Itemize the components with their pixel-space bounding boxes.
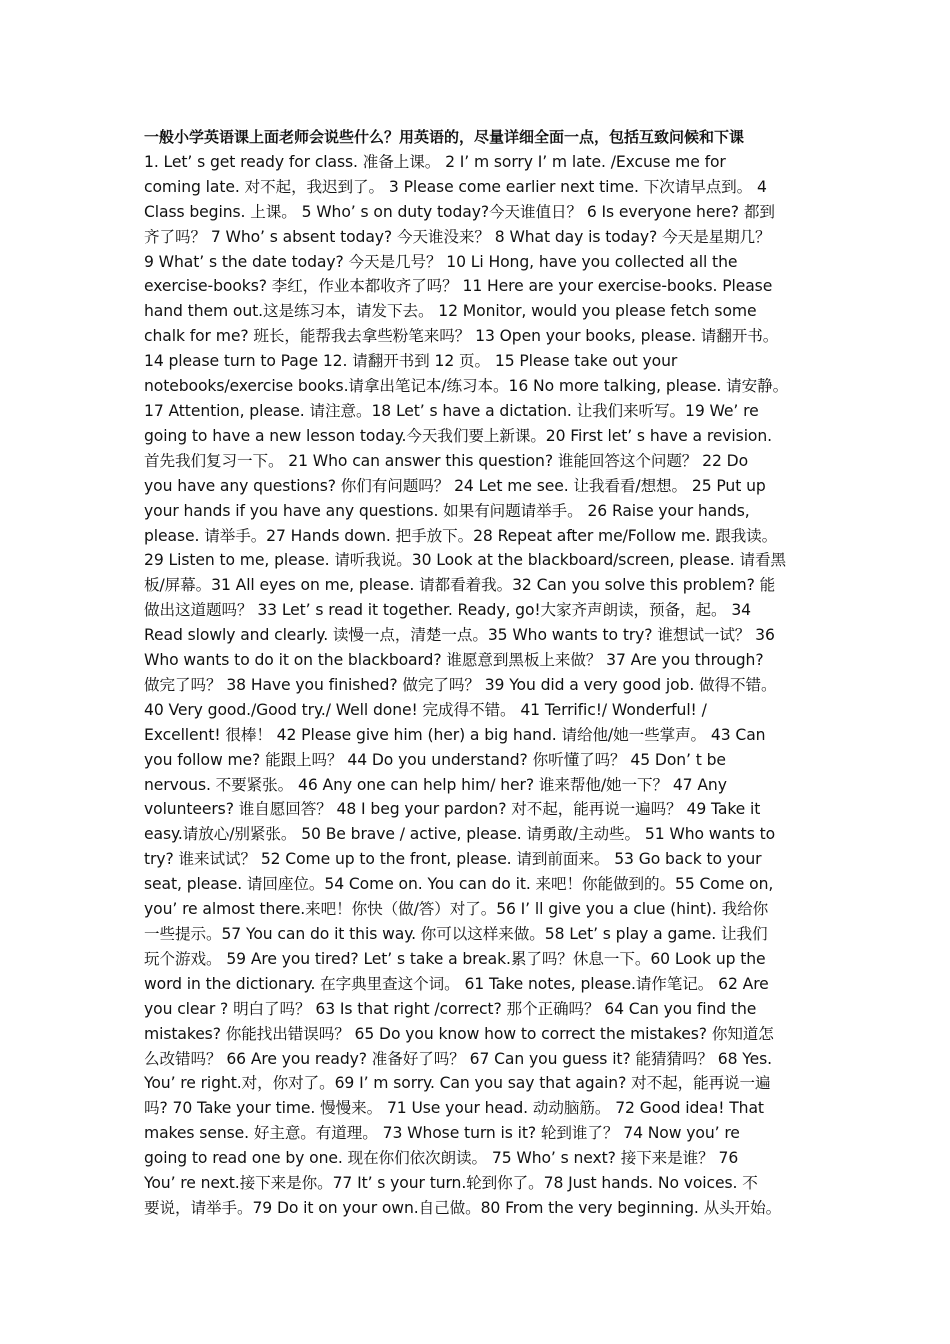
text-line: mistakes? 你能找出错误吗？ 65 Do you know how to correct the mistakes? 你知道怎 [144, 1024, 774, 1043]
text-line: word in the dictionary. 在字典里查这个词。 61 Take notes, please.请作笔记。 62 Are [144, 974, 769, 993]
text-line: 齐了吗？ 7 Who’ s absent today? 今天谁没来？ 8 What day is today? 今天是星期几？ [144, 227, 771, 246]
text-line: 首先我们复习一下。 21 Who can answer this question? 谁能回答这个问题？ 22 Do [144, 451, 749, 470]
text-line: 做完了吗？ 38 Have you finished? 做完了吗？ 39 You did a very good job. 做得不错。 [144, 675, 777, 694]
text-line: 吗? 70 Take your time. 慢慢来。 71 Use your head. 动动脑筋。 72 Good idea! That [144, 1099, 764, 1118]
text-line: easy.请放心/别紧张。 50 Be brave / active, please. 请勇敢/主动些。 51 Who wants to [144, 825, 776, 844]
text-line: you clear ? 明白了吗？ 63 Is that right /correct? 那个正确吗？ 64 Can you find the [144, 999, 757, 1018]
text-line: 1. Let’ s get ready for class. 准备上课。 2 I’ m sorry I’ m late. /Excuse me for [144, 152, 726, 171]
text-line: nervous. 不要紧张。 46 Any one can help him/ her? 谁来帮他/她一下？ 47 Any [144, 775, 727, 794]
text-line: 一些提示。57 You can do it this way. 你可以这样来做。58 Let’ s play a game. 让我们 [144, 925, 768, 943]
text-line: 17 Attention, please. 请注意。18 Let’ s have a dictation. 让我们来听写。19 We’ re [144, 401, 759, 420]
text-line: hand them out.这是练习本，请发下去。 12 Monitor, would you please fetch some [144, 302, 757, 321]
text-line: 要说，请举手。79 Do it on your own.自己做。80 From the very beginning. 从头开始。 [144, 1198, 782, 1217]
text-line: Read slowly and clearly. 读慢一点，清楚一点。35 Who wants to try? 谁想试一试？ 36 [144, 626, 775, 645]
text-line: You’ re next.接下来是你。77 It’ s your turn.轮到你了。78 Just hands. No voices. 不 [144, 1174, 758, 1193]
text-line: you follow me? 能跟上吗？ 44 Do you understand? 你听懂了吗？ 45 Don’ t be [144, 750, 726, 769]
text-line: you’ re almost there.来吧！你快（做/答）对了。56 I’ ll give you a clue (hint). 我给你 [144, 900, 769, 919]
text-line: going to read one by one. 现在你们依次朗读。 75 Who’ s next? 接下来是谁？ 76 [144, 1149, 739, 1168]
document-title: 一般小学英语课上面老师会说些什么？用英语的，尽量详细全面一点，包括互致问候和下课 [144, 128, 745, 146]
text-line: try? 谁来试试？ 52 Come up to the front, please. 请到前面来。 53 Go back to your [144, 850, 762, 869]
text-line: please. 请举手。27 Hands down. 把手放下。28 Repeat after me/Follow me. 跟我读。 [144, 526, 778, 545]
text-line: notebooks/exercise books.请拿出笔记本/练习本。16 No more talking, please. 请安静。 [144, 377, 789, 396]
text-line: 29 Listen to me, please. 请听我说。30 Look at the blackboard/screen, please. 请看黑 [144, 551, 786, 570]
text-line: 40 Very good./Good try./ Well done! 完成得不错。 41 Terrific!/ Wonderful! / [144, 700, 707, 719]
text-line: You’ re right.对，你对了。69 I’ m sorry. Can you say that again? 对不起，能再说一遍 [144, 1074, 771, 1093]
text-line: 做出这道题吗？ 33 Let’ s read it together. Ready, go!大家齐声朗读，预备，起。 34 [144, 601, 751, 620]
text-line: 板/屏幕。31 All eyes on me, please. 请都看着我。32 Can you solve this problem? 能 [144, 576, 776, 595]
text-line: 9 What’ s the date today? 今天是几号？ 10 Li Hong, have you collected all the [144, 252, 738, 271]
text-line: Class begins. 上课。 5 Who’ s on duty today?今天谁值日？ 6 Is everyone here? 都到 [144, 202, 775, 221]
text-line: going to have a new lesson today.今天我们要上新课。20 First let’ s have a revision. [144, 426, 773, 445]
text-line: Excellent! 很棒！ 42 Please give him (her) a big hand. 请给他/她一些掌声。 43 Can [144, 725, 766, 744]
document-text [144, 150, 809, 1221]
text-line: 玩个游戏。 59 Are you tired? Let’ s take a break.累了吗？休息一下。60 Look up the [144, 949, 766, 968]
text-line: chalk for me? 班长，能帮我去拿些粉笔来吗？ 13 Open your books, please. 请翻开书。 [144, 327, 779, 346]
text-line: seat, please. 请回座位。54 Come on. You can do it. 来吧！你能做到的。55 Come on, [144, 875, 774, 894]
text-line: your hands if you have any questions. 如果有问题请举手。 26 Raise your hands, [144, 501, 750, 520]
text-line: you have any questions? 你们有问题吗？ 24 Let me see. 让我看看/想想。 25 Put up [144, 476, 766, 495]
text-line: makes sense. 好主意。有道理。 73 Whose turn is it? 轮到谁了？ 74 Now you’ re [144, 1124, 740, 1143]
text-line: Who wants to do it on the blackboard? 谁愿意到黑板上来做？ 37 Are you through? [144, 651, 764, 670]
text-line: 14 please turn to Page 12. 请翻开书到 12 页。 15 Please take out your [144, 352, 678, 371]
text-line: coming late. 对不起，我迟到了。 3 Please come earlier next time. 下次请早点到。 4 [144, 177, 767, 196]
document-body [144, 125, 809, 1221]
text-line: 么改错吗？ 66 Are you ready? 准备好了吗？ 67 Can you guess it? 能猜猜吗？ 68 Yes. [144, 1049, 773, 1068]
text-line: volunteers? 谁自愿回答？ 48 I beg your pardon? 对不起，能再说一遍吗？ 49 Take it [144, 800, 761, 819]
text-line: exercise-books? 李红，作业本都收齐了吗？ 11 Here are your exercise-books. Please [144, 277, 773, 296]
